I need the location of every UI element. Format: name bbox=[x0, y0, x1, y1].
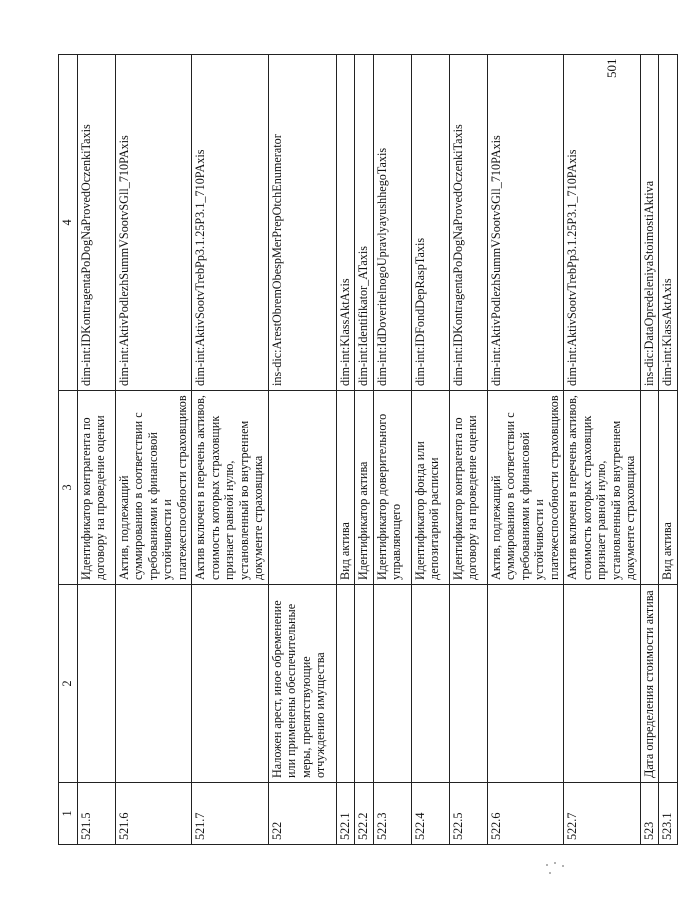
row-code: dim-int:KlassAktAxis bbox=[336, 55, 355, 391]
row-number: 522.4 bbox=[411, 783, 449, 845]
row-number: 522.7 bbox=[564, 783, 641, 845]
row-name bbox=[449, 585, 487, 783]
table-row bbox=[640, 55, 659, 845]
table-row bbox=[192, 55, 269, 845]
table-row bbox=[115, 55, 192, 845]
row-code: dim-int:IdDoveritelnogoUpravlyayushhegoTaxis bbox=[373, 55, 411, 391]
row-number: 522 bbox=[268, 783, 336, 845]
row-number: 522.2 bbox=[355, 783, 374, 845]
table-row bbox=[373, 55, 411, 845]
row-code: dim-int:AktivSootvTrebPp3.1.25P3.1_710PAxis bbox=[192, 55, 269, 391]
table-row bbox=[659, 55, 678, 845]
row-description: Актив включен в перечень активов, стоимость которых страховщик признает равной нулю, установленный во внутреннем документе страховщика bbox=[564, 391, 641, 585]
row-code: dim-int:IDFondDepRaspTaxis bbox=[411, 55, 449, 391]
row-code: dim-int:Identifikator_ATaxis bbox=[355, 55, 374, 391]
table-row bbox=[449, 55, 487, 845]
column-header: 4 bbox=[59, 55, 78, 391]
row-name bbox=[659, 585, 678, 783]
row-code: dim-int:AktivSootvTrebPp3.1.25P3.1_710PAxis bbox=[564, 55, 641, 391]
column-number-header-row bbox=[59, 55, 78, 845]
row-code: ins-dic:DataOpredeleniyaStoimostiAktiva bbox=[640, 55, 659, 391]
row-name bbox=[192, 585, 269, 783]
page-number: 501 bbox=[604, 58, 619, 78]
row-description bbox=[268, 391, 336, 585]
row-number: 521.7 bbox=[192, 783, 269, 845]
row-description: Актив включен в перечень активов, стоимость которых страховщик признает равной нулю, установленный во внутреннем документе страховщика bbox=[192, 391, 269, 585]
row-code: dim-int:AktivPodlezhSummVSootvSGll_710PAxis bbox=[487, 55, 564, 391]
row-description: Идентификатор актива bbox=[355, 391, 374, 585]
row-code: dim-int:AktivPodlezhSummVSootvSGll_710PAxis bbox=[115, 55, 192, 391]
row-description: Идентификатор фонда или депозитарной расписки bbox=[411, 391, 449, 585]
row-name bbox=[77, 585, 115, 783]
row-number: 522.5 bbox=[449, 783, 487, 845]
row-name bbox=[355, 585, 374, 783]
table-row bbox=[564, 55, 641, 845]
row-number: 522.1 bbox=[336, 783, 355, 845]
row-name: Дата определения стоимости актива bbox=[640, 585, 659, 783]
row-description: Идентификатор контрагента по договору на проведение оценки bbox=[449, 391, 487, 585]
row-number: 522.6 bbox=[487, 783, 564, 845]
table-row bbox=[355, 55, 374, 845]
row-description: Вид актива bbox=[336, 391, 355, 585]
row-description: Идентификатор доверительного управляющего bbox=[373, 391, 411, 585]
column-header: 3 bbox=[59, 391, 78, 585]
row-name bbox=[487, 585, 564, 783]
row-name bbox=[373, 585, 411, 783]
row-name bbox=[115, 585, 192, 783]
row-name bbox=[336, 585, 355, 783]
column-header: 2 bbox=[59, 585, 78, 783]
row-number: 521.5 bbox=[77, 783, 115, 845]
row-description: Актив, подлежащий суммированию в соответствии с требованиями к финансовой устойчивости и платежеспособности страховщиков bbox=[115, 391, 192, 585]
row-description: Идентификатор контрагента по договору на проведение оценки bbox=[77, 391, 115, 585]
table-row bbox=[487, 55, 564, 845]
row-name bbox=[564, 585, 641, 783]
page-number-container bbox=[604, 18, 620, 78]
scan-artifact bbox=[540, 860, 580, 880]
table-row bbox=[268, 55, 336, 845]
row-number: 523.1 bbox=[659, 783, 678, 845]
table-row bbox=[77, 55, 115, 845]
column-header: 1 bbox=[59, 783, 78, 845]
row-code: dim-int:IDKontragentaPoDogNaProvedOczenkiTaxis bbox=[77, 55, 115, 391]
row-number: 521.6 bbox=[115, 783, 192, 845]
row-description bbox=[640, 391, 659, 585]
row-code: dim-int:KlassAktAxis bbox=[659, 55, 678, 391]
classification-table bbox=[58, 54, 678, 845]
table-row bbox=[411, 55, 449, 845]
row-description: Актив, подлежащий суммированию в соответствии с требованиями к финансовой устойчивости и платежеспособности страховщиков bbox=[487, 391, 564, 585]
row-code: dim-int:IDKontragentaPoDogNaProvedOczenkiTaxis bbox=[449, 55, 487, 391]
row-code: ins-dic:ArestObremObespMerPrepOtchEnumerator bbox=[268, 55, 336, 391]
row-name: Наложен арест, иное обременение или применены обеспечительные меры, препятствующие отчуждению имущества bbox=[268, 585, 336, 783]
table-row bbox=[336, 55, 355, 845]
row-number: 523 bbox=[640, 783, 659, 845]
row-name bbox=[411, 585, 449, 783]
row-number: 522.3 bbox=[373, 783, 411, 845]
row-description: Вид актива bbox=[659, 391, 678, 585]
